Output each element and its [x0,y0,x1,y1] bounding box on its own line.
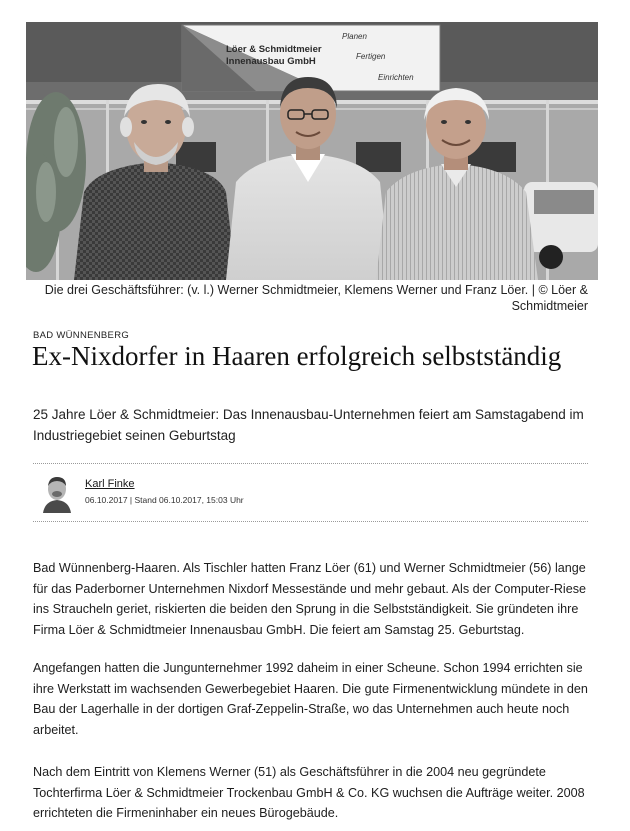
article-paragraph-2: Angefangen hatten die Jungunternehmer 1992 daheim in einer Scheune. Schon 1994 errichten sie ihre Werkstatt im wachsenden Gewerbegebiet Haaren. Die gute Firmenentwicklung mündete in den Bau der Lagerhalle in der dortigen Graf-Zeppelin-Straße, wo das Unternehmen auch heute noch arbeitet. [33,661,588,737]
sign-line2: Innenausbau GmbH [226,56,316,67]
article-teaser: 25 Jahre Löer & Schmidtmeier: Das Innenausbau-Unternehmen feiert am Samstagabend im Industriegebiet seinen Geburtstag [33,407,584,443]
sign-word-planen: Planen [342,32,367,41]
article-paragraph-1: Bad Wünnenberg-Haaren. Als Tischler hatten Franz Löer (61) und Werner Schmidtmeier (56) lange für das Paderborner Unternehmen Nixdorf Messestände und mehr gebaut. Als der Computer-Riese ins Straucheln geriet, riskierten die beiden den Sprung in die Selbstständigkeit. Sie gründeten ihre Firma Löer & Schmidtmeier Innenausbau GmbH. Die feiert am Samstag 25. Geburtstag. [33,561,587,637]
article-kicker[interactable]: BAD WÜNNENBERG [33,330,130,341]
author-divider-top [33,463,588,464]
author-divider-bottom [33,521,588,522]
sign-line1: Löer & Schmidtmeier [226,44,322,55]
article-paragraph-3: Nach dem Eintritt von Klemens Werner (51) als Geschäftsführer in die 2004 neu gegründete Tochterfirma Löer & Schmidtmeier Trockenbau GmbH & Co. KG wuchsen die Aufträge weiter. 2008 errichteten die Firmeninhaber ein neues Bürogebäude. [33,765,585,820]
article-date: 06.10.2017 | Stand 06.10.2017, 15:03 Uhr [85,495,244,505]
article-headline: Ex-Nixdorfer in Haaren erfolgreich selbstständig [32,341,562,371]
author-avatar [39,473,75,513]
sign-word-fertigen: Fertigen [356,52,386,61]
photo-caption: Die drei Geschäftsführer: (v. l.) Werner Schmidtmeier, Klemens Werner und Franz Löer. | © Löer & Schmidtmeier [44,283,588,313]
article-photo [26,22,598,280]
sign-word-einrichten: Einrichten [378,73,414,82]
author-name-link[interactable]: Karl Finke [85,478,135,490]
